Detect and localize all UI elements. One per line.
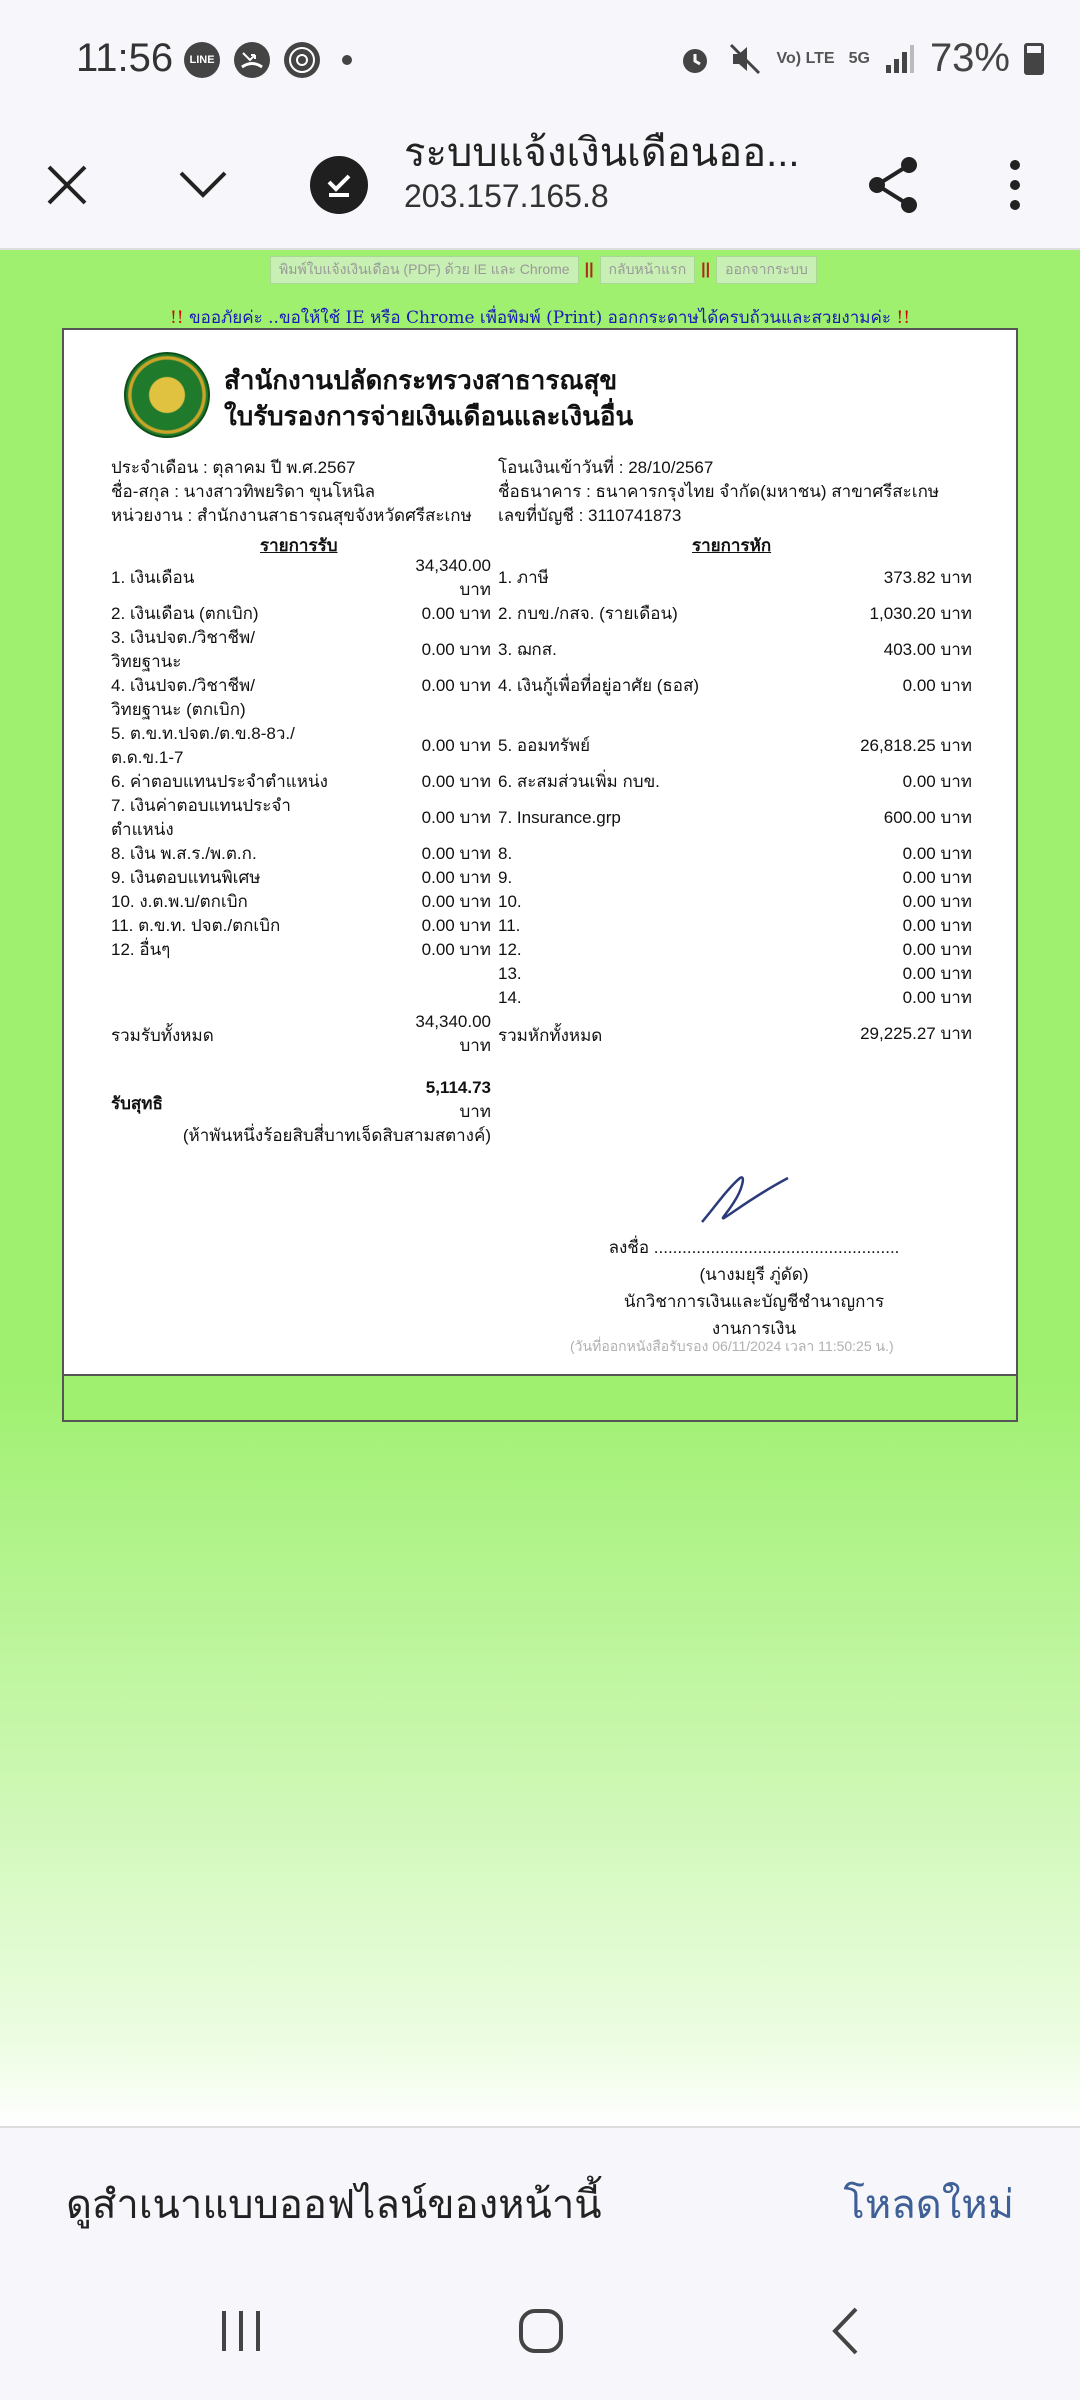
ministry-seal-logo <box>124 352 210 438</box>
share-icon <box>865 155 921 215</box>
income-row: 3. เงินปจต./วิชาชีพ/ วิทยฐานะ 0.00 บาท <box>111 628 491 671</box>
deduction-row: 6. สะสมส่วนเพิ่ม กบข. 0.00 บาท <box>498 772 972 791</box>
total-income-amount: 34,340.00 บาท <box>415 1012 491 1055</box>
close-button[interactable] <box>22 140 112 230</box>
transfer-date: โอนเงินเข้าวันที่ : 28/10/2567 <box>498 458 714 477</box>
line-icon: LINE <box>184 42 220 78</box>
home-icon <box>517 2307 565 2355</box>
income-row: 6. ค่าตอบแทนประจำตำแหน่ง 0.00 บาท <box>111 772 491 791</box>
notification-icons <box>184 42 352 78</box>
home-button[interactable]: กลับหน้าแรก <box>600 256 696 284</box>
income-section-title: รายการรับ <box>260 536 338 555</box>
signature-block <box>564 1234 944 1342</box>
system-nav-bar <box>0 2266 1080 2400</box>
income-row: 5. ต.ข.ท.ปจต./ต.ข.8-8ว./ ต.ด.ข.1-7 0.00 บาท <box>111 724 491 767</box>
org-name: สำนักงานปลัดกระทรวงสาธารณสุข <box>224 365 618 395</box>
salary-certificate <box>62 328 1018 1376</box>
more-vert-icon <box>1009 157 1021 213</box>
income-row: 2. เงินเดือน (ตกเบิก) 0.00 บาท <box>111 604 491 623</box>
bank-name: ชื่อธนาคาร : ธนาคารกรุงไทย จำกัด(มหาชน) สาขาศรีสะเกษ <box>498 482 940 501</box>
deduction-row: 2. กบข./กสจ. (รายเดือน) 1,030.20 บาท <box>498 604 972 623</box>
income-row: 9. เงินตอบแทนพิเศษ 0.00 บาท <box>111 868 491 887</box>
logout-button[interactable]: ออกจากระบบ <box>716 256 817 284</box>
info-right <box>498 456 939 528</box>
share-button[interactable] <box>848 140 938 230</box>
month-year: ประจำเดือน : ตุลาคม ปี พ.ศ.2567 <box>111 458 356 477</box>
volte-icon: Vo) LTE <box>776 49 835 67</box>
deduction-row: 9. 0.00 บาท <box>498 868 972 887</box>
deduction-row: 8. 0.00 บาท <box>498 844 972 863</box>
more-options-button[interactable] <box>970 140 1060 230</box>
custom-tab-toolbar <box>0 120 1080 250</box>
sign-line: ลงชื่อ .................................................... <box>608 1238 900 1257</box>
print-notice: !! ขออภัยค่ะ ..ขอให้ใช้ IE หรือ Chrome เพื่อพิมพ์ (Print) ออกกระดาษได้ครบถ้วนและสวยงามค่ะ !! <box>169 308 911 328</box>
minimize-button[interactable] <box>158 140 248 230</box>
reload-button[interactable]: โหลดใหม่ <box>843 2183 1014 2227</box>
income-row: 10. ง.ต.พ.บ/ตกเบิก 0.00 บาท <box>111 892 491 911</box>
mute-icon <box>727 41 763 77</box>
income-row: 1. เงินเดือน 34,340.00 บาท <box>111 556 491 599</box>
recent-apps-icon <box>218 2309 264 2353</box>
deduction-row: 5. ออมทรัพย์ 26,818.25 บาท <box>498 736 972 755</box>
deduction-row: 13. 0.00 บาท <box>498 964 972 983</box>
system-icons <box>677 36 1044 81</box>
deduction-row: 12. 0.00 บาท <box>498 940 972 959</box>
deduction-row: 3. ฌกส. 403.00 บาท <box>498 640 972 659</box>
chrome-icon <box>284 42 320 78</box>
close-icon <box>45 163 89 207</box>
info-left <box>111 456 472 528</box>
total-deduction-label: รวมหักทั้งหมด <box>498 1026 603 1045</box>
document-title: ใบรับรองการจ่ายเงินเดือนและเงินอื่น <box>224 401 634 431</box>
employee-name: ชื่อ-สกุล : นางสาวทิพยริดา ขุนโหนิล <box>111 482 376 501</box>
deduction-section-title: รายการหัก <box>692 536 772 555</box>
alarm-icon <box>677 41 713 77</box>
deduction-row: 11. 0.00 บาท <box>498 916 972 935</box>
deduction-row: 10. 0.00 บาท <box>498 892 972 911</box>
net-pay-label: รับสุทธิ <box>111 1094 163 1113</box>
print-pdf-button[interactable]: พิมพ์ใบแจ้งเงินเดือน (PDF) ด้วย IE และ Chrome <box>270 256 579 284</box>
back-icon <box>830 2306 860 2356</box>
department: หน่วยงาน : สำนักงานสาธารณสุขจังหวัดศรีสะเกษ <box>111 506 472 525</box>
offline-page-button[interactable] <box>294 140 384 230</box>
5g-icon: 5G <box>848 49 870 67</box>
income-row: 11. ต.ข.ท. ปจต./ตกเบิก 0.00 บาท <box>111 916 491 935</box>
offline-copy-text: ดูสำเนาแบบออฟไลน์ของหน้านี้ <box>66 2183 602 2227</box>
total-income-label: รวมรับทั้งหมด <box>111 1026 214 1045</box>
issue-timestamp: (วันที่ออกหนังสือรับรอง 06/11/2024 เวลา 11:50:25 น.) <box>570 1338 894 1354</box>
page-top-buttons <box>270 256 817 284</box>
signal-icon <box>884 43 916 75</box>
signer-position: นักวิชาการเงินและบัญชีชำนาญการ <box>623 1292 885 1311</box>
deduction-row: 14. 0.00 บาท <box>498 988 972 1007</box>
income-row: 4. เงินปจต./วิชาชีพ/ วิทยฐานะ (ตกเบิก) 0.00 บาท <box>111 676 491 719</box>
recent-apps-button[interactable] <box>196 2296 286 2366</box>
more-notifications-dot <box>342 55 352 65</box>
chevron-down-icon <box>178 170 228 200</box>
deduction-row: 7. Insurance.grp 600.00 บาท <box>498 808 972 827</box>
income-row: 8. เงิน พ.ส.ร./พ.ต.ก. 0.00 บาท <box>111 844 491 863</box>
battery-icon <box>1024 43 1044 75</box>
page-title: ระบบแจ้งเงินเดือนออ... <box>404 131 800 175</box>
deduction-row: 1. ภาษี 373.82 บาท <box>498 568 972 587</box>
home-nav-button[interactable] <box>496 2296 586 2366</box>
separator: || <box>701 261 711 278</box>
signature-image <box>694 1168 794 1230</box>
page-url: 203.157.165.8 <box>404 178 609 214</box>
income-row: 7. เงินค่าตอบแทนประจำ ตำแหน่ง 0.00 บาท <box>111 796 491 839</box>
status-bar <box>0 0 1080 120</box>
deduction-row: 4. เงินกู้เพื่อที่อยู่อาศัย (ธอส) 0.00 บาท <box>498 676 972 695</box>
status-time: 11:56 <box>76 36 174 80</box>
income-row: 12. อื่นๆ 0.00 บาท <box>111 940 491 959</box>
missed-call-icon <box>234 42 270 78</box>
web-content <box>0 250 1080 2126</box>
account-number: เลขที่บัญชี : 3110741873 <box>498 506 682 525</box>
signer-name: (นางมยุรี ภู่ดัด) <box>699 1265 809 1284</box>
back-button[interactable] <box>800 2296 890 2366</box>
battery-percent: 73% <box>929 36 1010 80</box>
offline-copy-bar <box>0 2126 1080 2266</box>
offline-check-icon <box>310 156 368 214</box>
signer-department: งานการเงิน <box>711 1319 797 1338</box>
net-pay-amount: 5,114.73 บาท (ห้าพันหนึ่งร้อยสิบสี่บาทเจ็ดสิบสามสตางค์) <box>182 1078 491 1145</box>
separator: || <box>584 261 594 278</box>
paper-bottom-band <box>62 1376 1018 1422</box>
total-deduction-amount: 29,225.27 บาท <box>860 1024 972 1043</box>
